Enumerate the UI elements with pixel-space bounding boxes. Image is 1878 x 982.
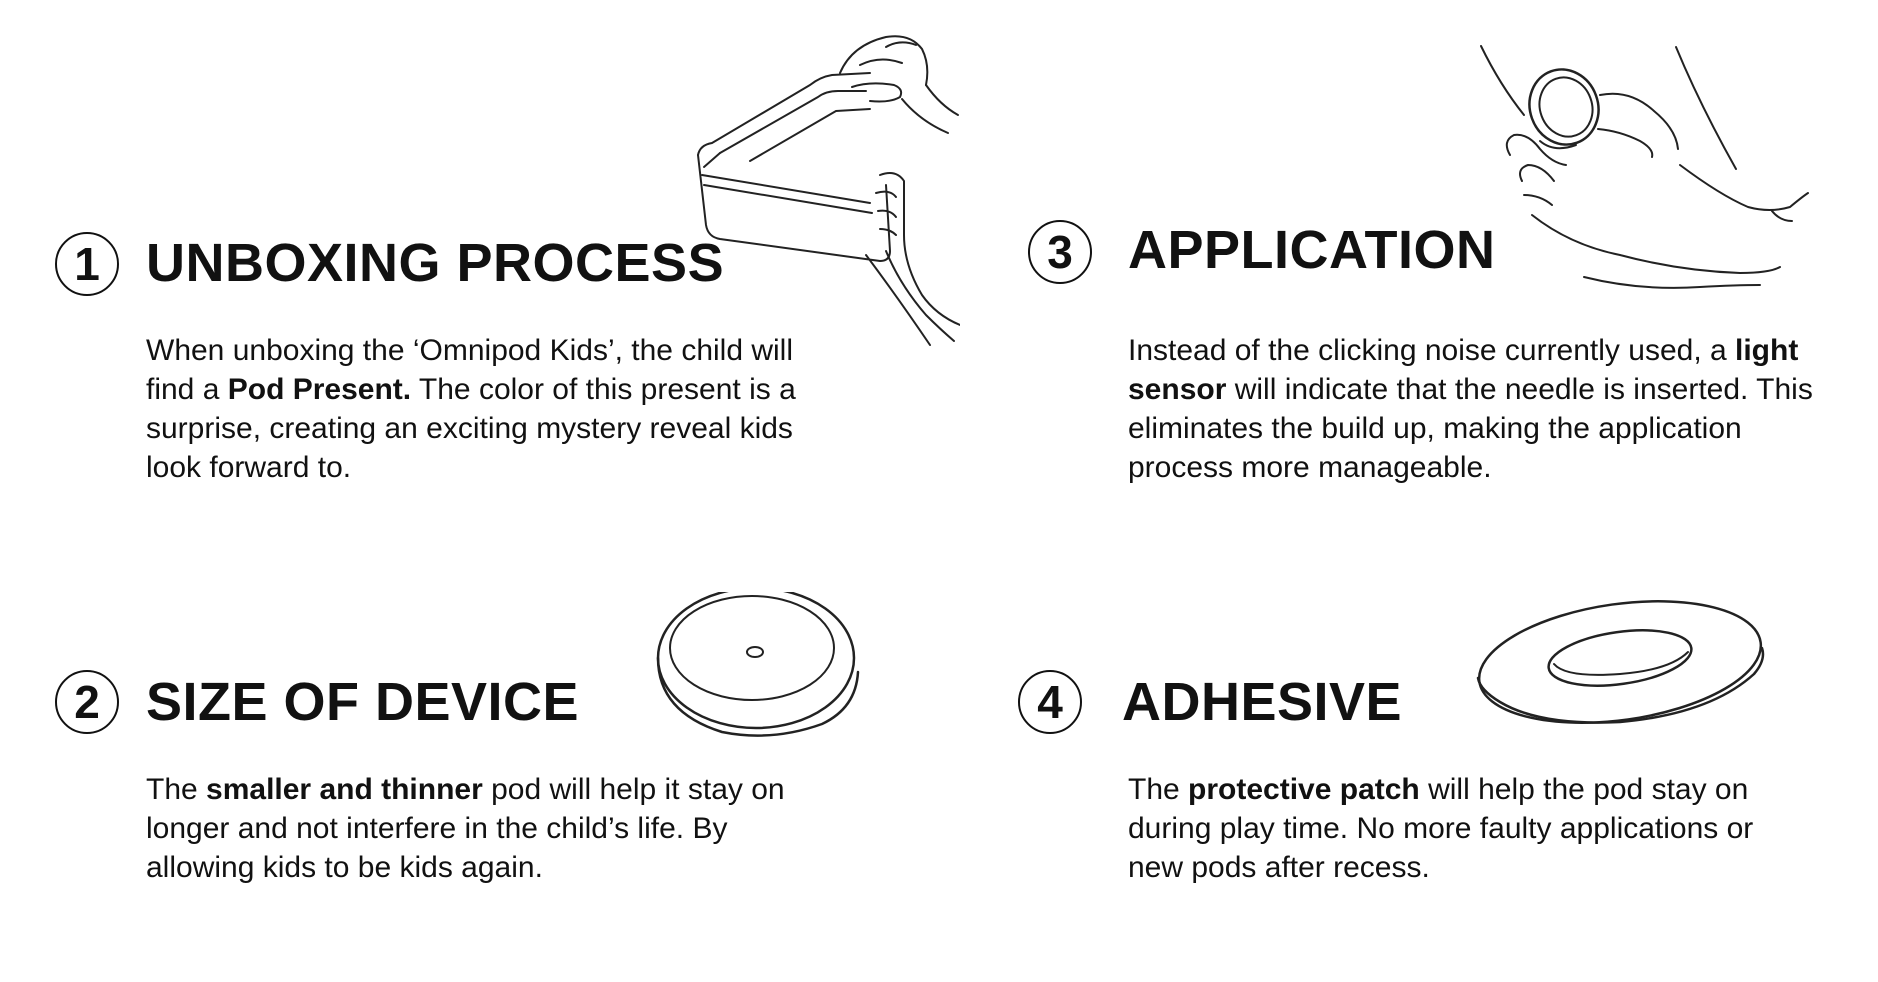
section-2-number: 2 <box>74 676 100 728</box>
section-1-body: When unboxing the ‘Omnipod Kids’, the child will find a Pod Present. The color of this present is a surprise, creating an exciting mystery reveal kids look forward to. <box>146 334 796 484</box>
section-3-number: 3 <box>1047 226 1073 278</box>
section-4-number: 4 <box>1037 676 1063 728</box>
section-4-title: ADHESIVE <box>1122 672 1403 732</box>
section-1-title: UNBOXING PROCESS <box>146 233 725 293</box>
round-pod-device-icon <box>652 592 862 742</box>
section-1-number: 1 <box>74 238 100 290</box>
section-3-number-badge <box>1028 220 1092 284</box>
hands-opening-box-icon <box>690 25 960 355</box>
section-1-number-badge <box>55 232 119 296</box>
section-4-number-badge <box>1018 670 1082 734</box>
section-3-body: Instead of the clicking noise currently used, a light sensor will indicate that the needle is inserted. This eliminates the build up, making the application process more manageable. <box>1128 334 1813 484</box>
section-2-number-badge <box>55 670 119 734</box>
adhesive-ring-patch-icon <box>1470 590 1770 750</box>
section-2-title: SIZE OF DEVICE <box>146 672 580 732</box>
section-2-body: The smaller and thinner pod will help it stay on longer and not interfere in the child’s life. By allowing kids to be kids again. <box>146 773 785 884</box>
section-3-title: APPLICATION <box>1128 220 1496 280</box>
section-4-body: The protective patch will help the pod stay on during play time. No more faulty applications or new pods after recess. <box>1128 773 1754 884</box>
hand-holding-pod-icon <box>1480 45 1810 305</box>
